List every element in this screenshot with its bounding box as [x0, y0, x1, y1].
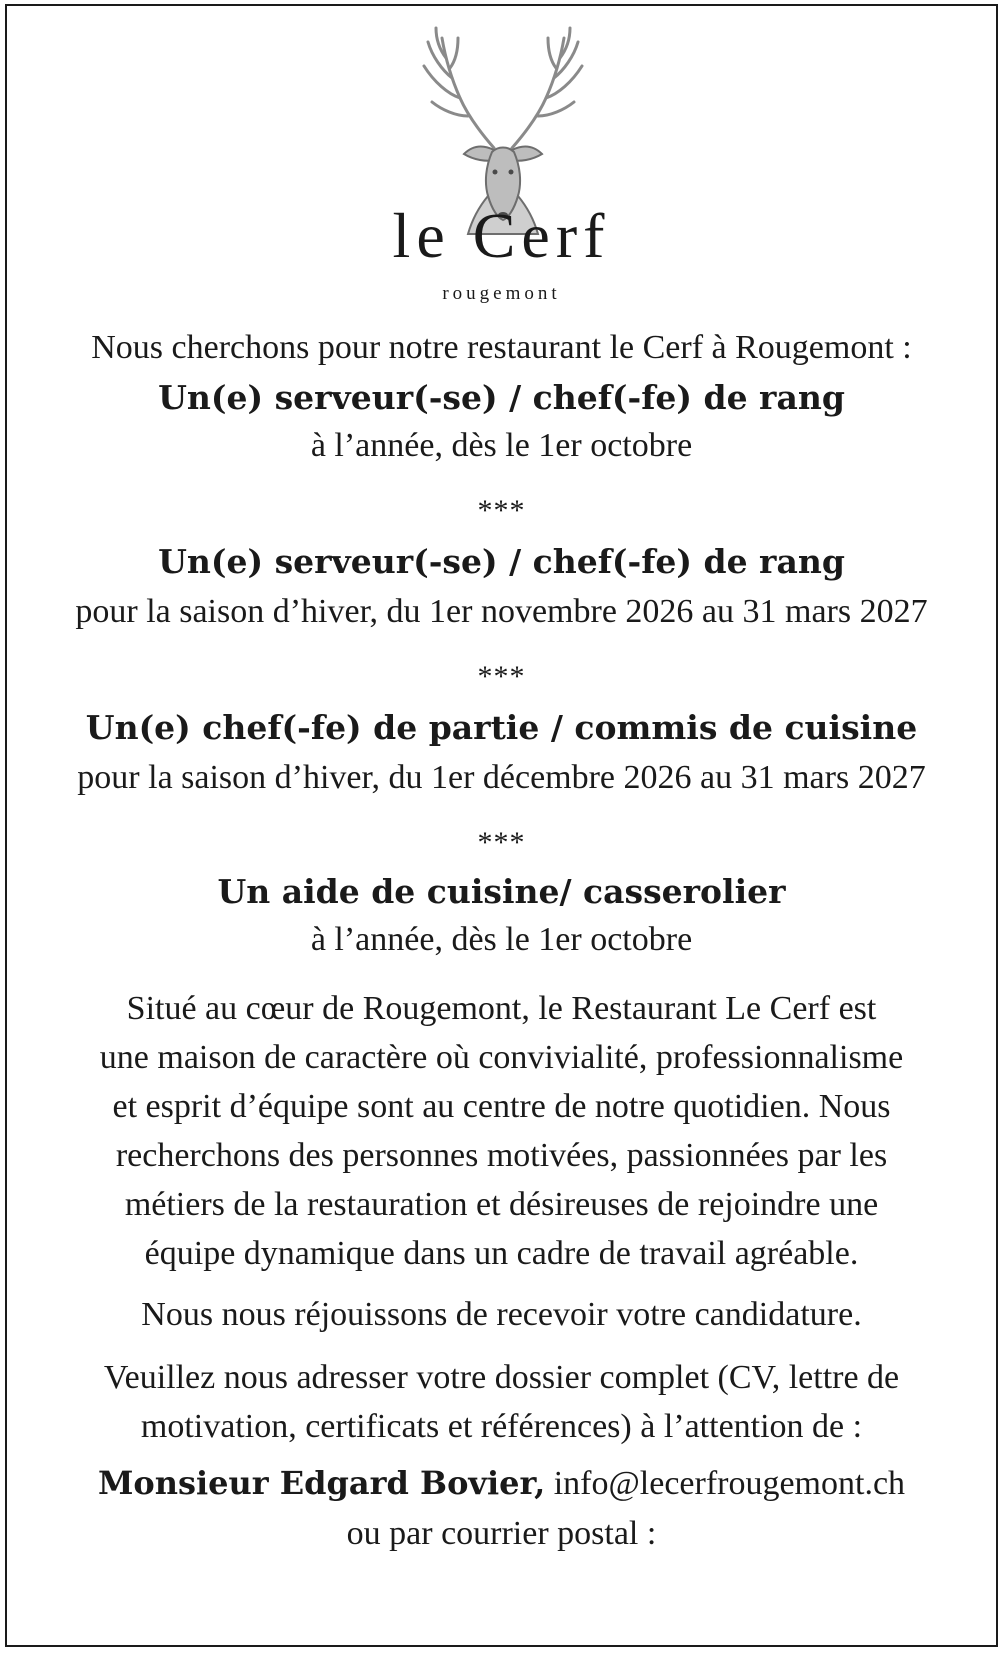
- description-line: et esprit d’équipe sont au centre de notre quotidien. Nous: [112, 1088, 891, 1125]
- job-title-2: Un(e) serveur(-se) / chef(-fe) de rang: [158, 542, 845, 581]
- closing-text: Nous nous réjouissons de recevoir votre candidature.: [141, 1296, 862, 1333]
- job-title-4: Un aide de cuisine/ casserolier: [217, 872, 786, 911]
- job-title-3: Un(e) chef(-fe) de partie / commis de cuisine: [85, 708, 918, 747]
- instructions-line: motivation, certificats et références) à l’attention de :: [140, 1408, 863, 1445]
- separator-1: ***: [477, 494, 526, 527]
- job-detail-1: à l’année, dès le 1er octobre: [310, 427, 693, 464]
- job-detail-2: pour la saison d’hiver, du 1er novembre 2026 au 31 mars 2027: [75, 593, 928, 630]
- description-line: métiers de la restauration et désireuses de rejoindre une: [124, 1186, 879, 1223]
- contact-line: [7, 1464, 996, 1505]
- brand-subtitle: rougemont: [442, 283, 561, 304]
- instructions-line: Veuillez nous adresser votre dossier complet (CV, lettre de: [103, 1359, 900, 1396]
- brand-name: le Cerf: [392, 200, 611, 271]
- description-line: une maison de caractère où convivialité, professionnalisme: [99, 1039, 904, 1076]
- description-line: recherchons des personnes motivées, passionnées par les: [115, 1137, 888, 1174]
- intro-text: Nous cherchons pour notre restaurant le Cerf à Rougemont :: [91, 329, 912, 366]
- contact-name: Monsieur Edgard Bovier,: [97, 1464, 546, 1502]
- job-detail-4: à l’année, dès le 1er octobre: [310, 921, 693, 958]
- contact-email[interactable]: info@lecerfrougemont.ch: [553, 1465, 906, 1502]
- description-paragraph: [37, 984, 966, 1278]
- instructions-paragraph: [37, 1353, 966, 1451]
- job-title-1: Un(e) serveur(-se) / chef(-fe) de rang: [158, 378, 845, 417]
- description-line: équipe dynamique dans un cadre de travail agréable.: [144, 1235, 859, 1272]
- separator-2: ***: [477, 660, 526, 693]
- ad-frame: [5, 4, 998, 1647]
- postal-text: ou par courrier postal :: [346, 1515, 657, 1552]
- separator-3: ***: [477, 826, 526, 859]
- description-line: Situé au cœur de Rougemont, le Restaurant Le Cerf est: [126, 990, 877, 1027]
- job-detail-3: pour la saison d’hiver, du 1er décembre 2026 au 31 mars 2027: [77, 759, 926, 796]
